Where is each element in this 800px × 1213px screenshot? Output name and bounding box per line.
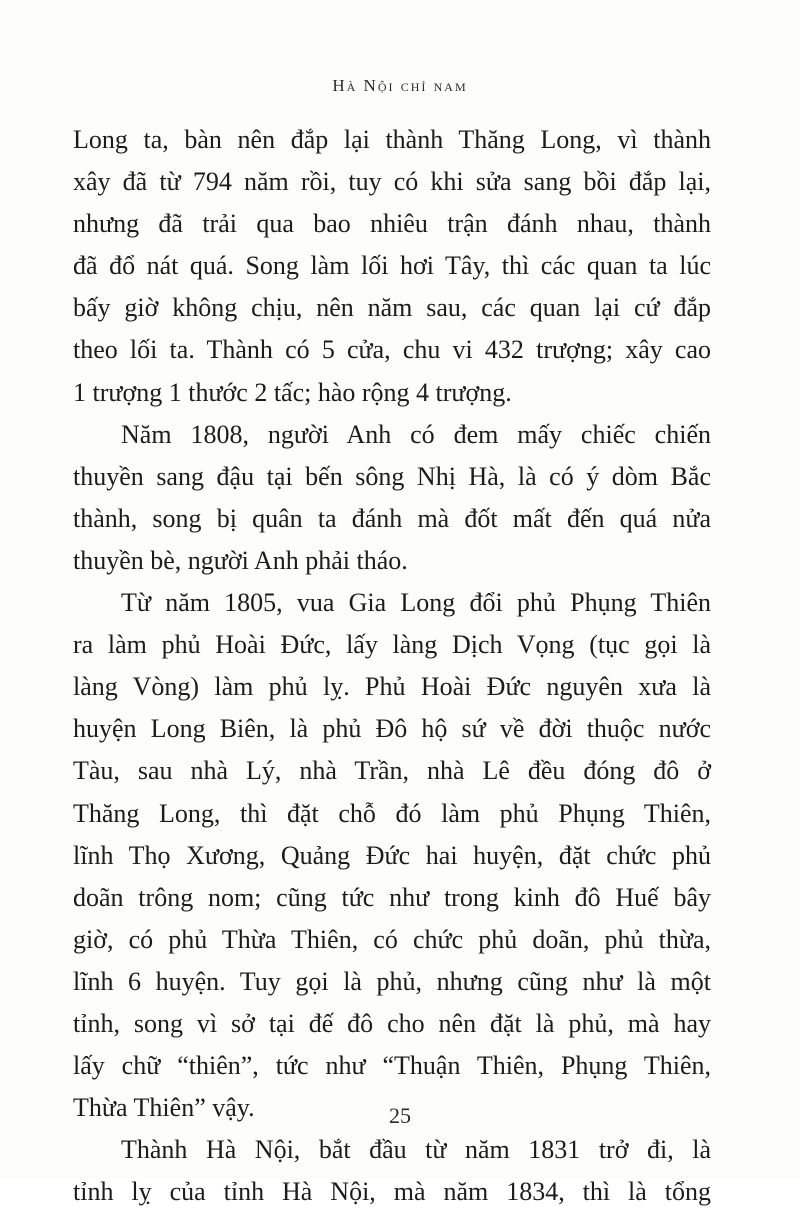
text-line: nhưng đã trải qua bao nhiêu trận đánh nhau, thành — [73, 209, 711, 239]
text-line: 1 trượng 1 thước 2 tấc; hào rộng 4 trượng. — [73, 377, 512, 407]
text-line: đã đổ nát quá. Song làm lối hơi Tây, thì các quan ta lúc — [73, 251, 711, 281]
body-text — [73, 119, 711, 1213]
text-line: Năm 1808, người Anh có đem mấy chiếc chiến — [121, 419, 711, 449]
text-line: thuyền bè, người Anh phải tháo. — [73, 545, 408, 575]
text-line: lĩnh Thọ Xương, Quảng Đức hai huyện, đặt chức phủ — [73, 840, 711, 870]
text-line: xây đã từ 794 năm rồi, tuy có khi sửa sang bồi đắp lại, — [73, 167, 711, 197]
text-line: tỉnh, song vì sở tại đế đô cho nên đặt là phủ, mà hay — [73, 1008, 711, 1038]
text-line: doãn trông nom; cũng tức như trong kinh đô Huế bây — [73, 882, 711, 912]
text-line: theo lối ta. Thành có 5 cửa, chu vi 432 trượng; xây cao — [73, 335, 711, 365]
text-line: Thành Hà Nội, bắt đầu từ năm 1831 trở đi, là — [121, 1135, 711, 1165]
text-line: Thừa Thiên” vậy. — [73, 1093, 255, 1123]
text-line: Tàu, sau nhà Lý, nhà Trần, nhà Lê đều đóng đô ở — [73, 756, 711, 786]
text-line: tỉnh lỵ của tỉnh Hà Nội, mà năm 1834, thì là tổng — [73, 1177, 711, 1207]
text-line: thuyền sang đậu tại bến sông Nhị Hà, là có ý dòm Bắc — [73, 461, 711, 491]
text-line: huyện Long Biên, là phủ Đô hộ sứ về đời thuộc nước — [73, 714, 711, 744]
text-line: Từ năm 1805, vua Gia Long đổi phủ Phụng Thiên — [121, 588, 711, 618]
text-line: làng Vòng) làm phủ lỵ. Phủ Hoài Đức nguyên xưa là — [73, 672, 711, 702]
text-line: lĩnh 6 huyện. Tuy gọi là phủ, nhưng cũng như là một — [73, 966, 711, 996]
text-line: ra làm phủ Hoài Đức, lấy làng Dịch Vọng (tục gọi là — [73, 630, 711, 660]
text-line: giờ, có phủ Thừa Thiên, có chức phủ doãn, phủ thừa, — [73, 924, 711, 954]
page-number: 25 — [389, 1103, 411, 1128]
running-head: Hà Nội chỉ nam — [332, 76, 468, 95]
text-line: thành, song bị quân ta đánh mà đốt mất đến quá nửa — [73, 503, 711, 533]
text-line: bấy giờ không chịu, nên năm sau, các quan lại cứ đắp — [73, 293, 711, 323]
text-line: Thăng Long, thì đặt chỗ đó làm phủ Phụng Thiên, — [73, 798, 711, 828]
text-line: lấy chữ “thiên”, tức như “Thuận Thiên, Phụng Thiên, — [73, 1051, 711, 1081]
text-line: Long ta, bàn nên đắp lại thành Thăng Long, vì thành — [73, 125, 711, 154]
